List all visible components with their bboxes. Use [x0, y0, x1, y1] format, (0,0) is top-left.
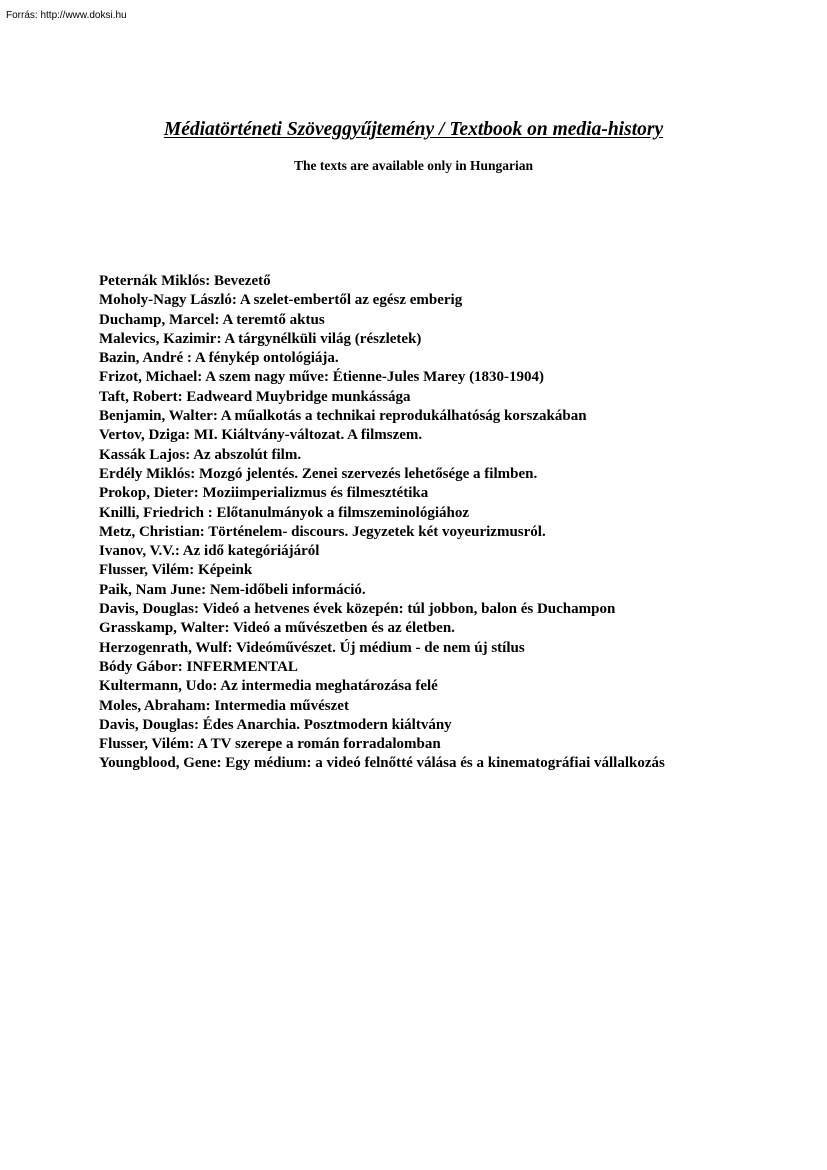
table-of-contents [99, 272, 799, 774]
toc-entry: Benjamin, Walter: A műalkotás a technikai reprodukálhatóság korszakában [99, 408, 587, 425]
toc-entry: Paik, Nam June: Nem-időbeli információ. [99, 581, 366, 598]
toc-entry: Flusser, Vilém: A TV szerepe a román forradalomban [99, 736, 441, 753]
toc-entry: Taft, Robert: Eadweard Muybridge munkássága [99, 388, 411, 405]
toc-entry: Erdély Miklós: Mozgó jelentés. Zenei szervezés lehetősége a filmben. [99, 465, 538, 482]
toc-entry: Peternák Miklós: Bevezető [99, 273, 271, 289]
toc-entry: Moholy-Nagy László: A szelet-embertől az egész emberig [99, 292, 463, 309]
toc-entry: Kultermann, Udo: Az intermedia meghatározása felé [99, 678, 438, 695]
document-subtitle: The texts are available only in Hungarian [293, 158, 534, 173]
source-url-header: Forrás: http://www.doksi.hu [6, 10, 127, 21]
toc-entry: Davis, Douglas: Videó a hetvenes évek közepén: túl jobbon, balon és Duchampon [99, 601, 616, 618]
toc-entry: Knilli, Friedrich : Előtanulmányok a filmszeminológiához [99, 504, 470, 521]
toc-entry: Vertov, Dziga: MI. Kiáltvány-változat. A filmszem. [99, 427, 423, 444]
toc-entry: Duchamp, Marcel: A teremtő aktus [99, 311, 325, 328]
toc-entry: Malevics, Kazimir: A tárgynélküli világ (részletek) [99, 330, 422, 347]
document-title: Médiatörténeti Szöveggyűjtemény / Textbook on media-history [163, 119, 664, 140]
toc-entry: Prokop, Dieter: Moziimperializmus és filmesztétika [99, 485, 429, 502]
toc-entry: Frizot, Michael: A szem nagy műve: Étienne-Jules Marey (1830-1904) [99, 369, 545, 386]
toc-entry: Ivanov, V.V.: Az idő kategóriájáról [99, 543, 320, 560]
toc-entry: Herzogenrath, Wulf: Videóművészet. Új médium - de nem új stílus [99, 639, 525, 656]
toc-entry: Moles, Abraham: Intermedia művészet [99, 697, 349, 714]
toc-entry: Metz, Christian: Történelem- discours. Jegyzetek két voyeurizmusról. [99, 523, 546, 540]
toc-entry: Kassák Lajos: Az abszolút film. [99, 446, 302, 463]
toc-entry: Youngblood, Gene: Egy médium: a videó felnőtté válása és a kinematográfiai vállalkozás [99, 755, 665, 772]
toc-entry: Grasskamp, Walter: Videó a művészetben és az életben. [99, 620, 455, 637]
toc-entry: Davis, Douglas: Édes Anarchia. Posztmodern kiáltvány [99, 716, 452, 733]
toc-entry: Bazin, André : A fénykép ontológiája. [99, 350, 339, 367]
toc-entry: Flusser, Vilém: Képeink [99, 562, 253, 579]
toc-entry: Bódy Gábor: INFERMENTAL [99, 658, 298, 675]
